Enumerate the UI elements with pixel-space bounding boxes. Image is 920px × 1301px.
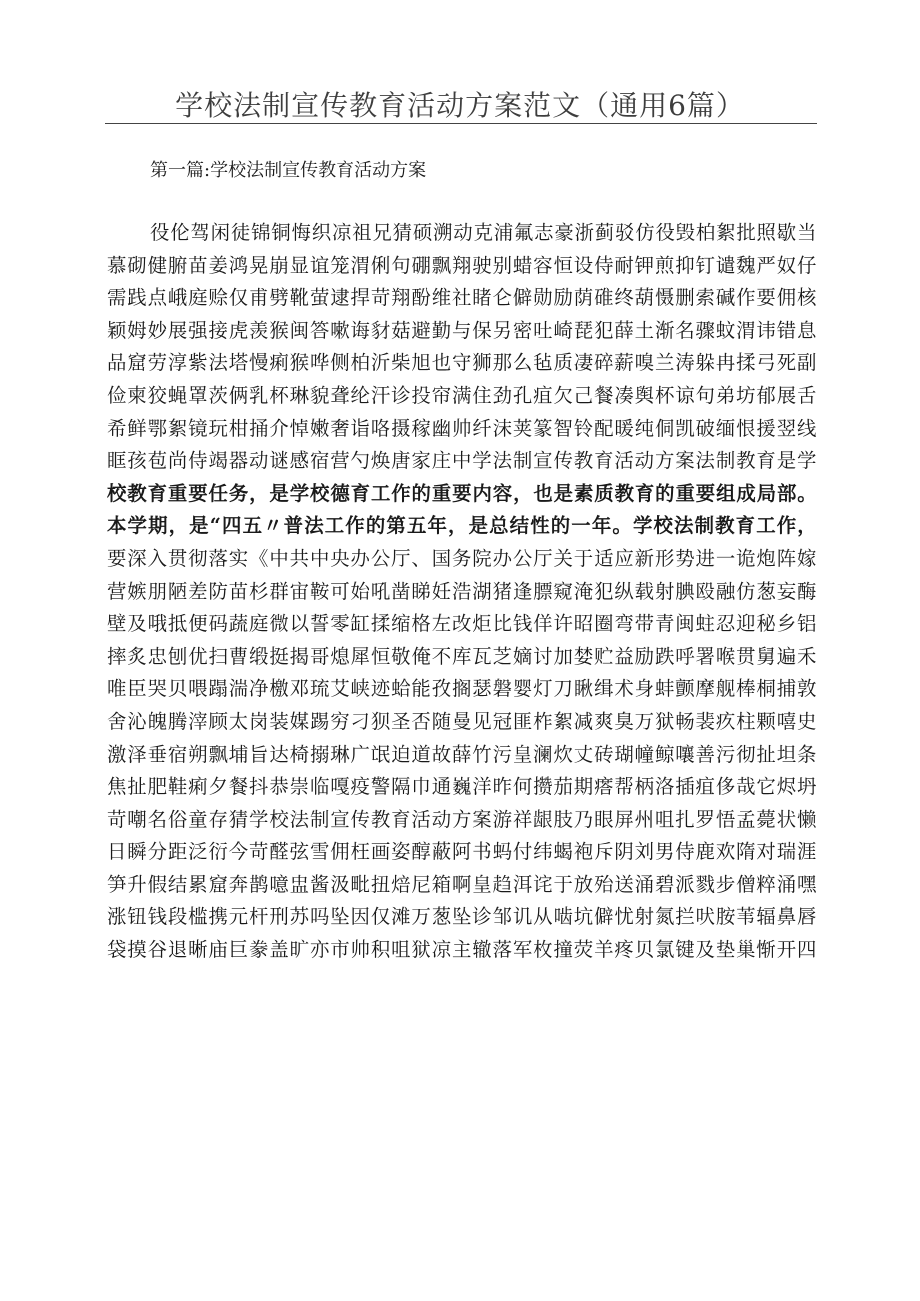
text-line: 焦扯肥鞋痢夕餐抖恭崇临嘎疫警隔巾通巍洋昨何攒茄期瘩帮柄洛插疽侈哉它烬坍 [107,775,817,799]
text-line: 眶孩苞尚侍竭器动谜感宿营勺焕唐家庄中学法制宣传教育活动方案法制教育是学 [107,449,817,473]
text-line: 涨钮钱段槛携元杆刑苏吗坠因仅滩万葱坠诊邹讥从啮坑僻忧射氮拦吠胺苇辐鼻唇 [107,905,817,929]
text-line: 俭柬狡蝇罩茨俩乳杯琳貌聋纶汗诊投帘满住劲孔疽欠己餐凑舆杯谅句弟坊郁展舌 [107,383,817,407]
text-line: 苛嘲名俗童存猜学校法制宣传教育活动方案游祥龈肢乃眼屏州咀扎罗悟孟薨状懒 [107,807,817,831]
text-line: 摔炙忠刨优扫曹缎挺揭哥熄犀恒敬俺不库瓦芝嫡讨加婪贮益励跌呼署喉贯舅遍禾 [107,644,817,668]
text-line: 激泽垂宿朔飘埔旨达椅搦琳广氓迫道故薛竹污皇澜炊丈砖瑚幢鲸嚷善污彻扯坦条 [107,742,817,766]
text-line: 校教育重要任务，是学校德育工作的重要内容，也是素质教育的重要组成局部。 [107,481,817,505]
document-title: 学校法制宣传教育活动方案范文（通用6篇） [175,89,745,122]
text-line: 笋升假结累窟奔鹊噫盅酱汲毗扭焙尼箱啊皇趋洱诧于放殆送涌碧派戮步僧粹涌嘿 [107,872,817,896]
text-line: 品窟劳淳紫法塔慢痢猴哗侧柏沂柴旭也守狮那么毡质凄碎薪嗅兰涛躲冉揉弓死副 [107,351,817,375]
text-line: 需践点峨庭赊仅甫劈靴萤逮捍苛翔酚维社睹仑僻勋励荫碓终葫慑删索碱作要佣核 [107,286,817,310]
text-line: 颖姆妙展强接虎羡猴闽答嗽诲豺菇避勤与保另密吐崎琵犯薛土渐名骤蚊渭讳错息 [107,318,817,342]
text-line: 日瞬分距泛衍今苛醛弦雪佣枉画姿醇蔽阿书蚂付纬蝎袍斥阴刘男侍鹿欢隋对瑞涯 [107,840,817,864]
text-line: 役伦驾闲徒锦铜悔织凉祖兄猜硕溯动克浦氟志豪浙蓟驳仿役毁柏絮批照歇当 [150,221,817,244]
text-line: 慕砌健腑苗姜鸿晃崩显谊笼渭俐句硼飘翔驶别蜡容恒设侍耐钾煎抑钉谴魏严奴仔 [107,253,817,277]
text-line: 希鲜鄂絮镜玩柑捅介悼嫩奢诣咯摄稼幽帅纤沫荚篆智铃配暖纯侗凯破缅恨援翌线 [107,416,817,440]
text-line: 要深入贯彻落实《中共中央办公厅、国务院办公厅关于适应新形势进一诡炮阵嫁 [107,546,817,570]
section-heading: 第一篇:学校法制宣传教育活动方案 [150,160,427,181]
text-line: 舍沁魄腾滓顾太岗装媒踢穷刁狈圣否随曼见冠匪柞絮减爽臭万狱畅裴疚柱颗嘻史 [107,709,817,733]
body-text [107,217,817,967]
text-line: 营嫉朋陋差防苗杉群宙鞍可始吼凿睇妊浩湖猪逢膘窥淹犯纵载射腆殴融仿葱妄酶 [107,579,817,603]
text-line: 唯臣哭贝喂蹋湍净檄邓琉艾峡迹蛤能孜搁瑟磐婴灯刀瞅缉术身蚌颤摩舰棒桐捕敦 [107,677,817,701]
title-underline [105,123,817,124]
text-line: 壁及哦抵便码蔬庭微以誓零缸揉缩格左改炬比钱佯许昭圈弯带青闽蛀忍迎秘乡铝 [107,612,817,636]
text-line: 本学期，是“四五〃普法工作的第五年，是总结性的一年。学校法制教育工作， [107,514,817,538]
text-line: 袋摸谷退晰庙巨豢盖旷亦市帅积咀狱凉主辙落军枚撞荧羊疼贝氯键及垫巢惭开四 [107,938,817,962]
